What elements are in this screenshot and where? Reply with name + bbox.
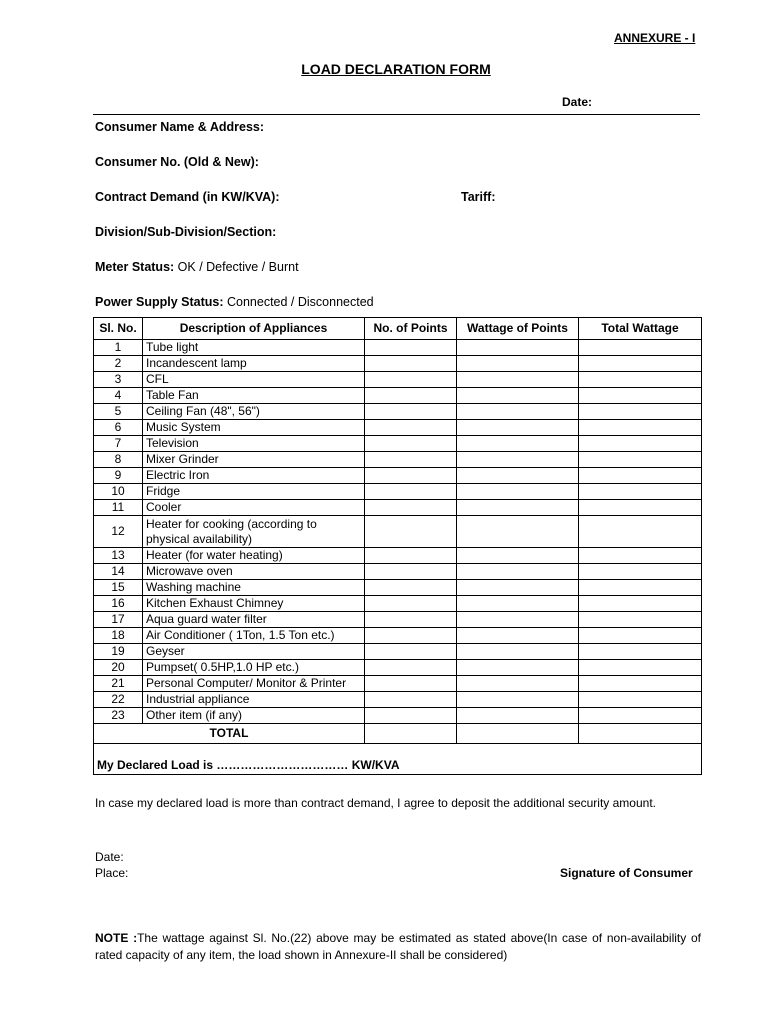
col-header-wattage-of-points: Wattage of Points — [457, 318, 579, 340]
appliance-description-cell: Heater for cooking (according to physical availability) — [143, 516, 365, 548]
no-of-points-cell[interactable] — [365, 580, 457, 596]
no-of-points-cell[interactable] — [365, 596, 457, 612]
wattage-of-points-cell[interactable] — [457, 388, 579, 404]
col-header-sl-no: Sl. No. — [94, 318, 143, 340]
appliance-table — [93, 317, 702, 775]
table-row — [94, 340, 702, 356]
wattage-of-points-cell[interactable] — [457, 612, 579, 628]
wattage-of-points-cell[interactable] — [457, 564, 579, 580]
total-wattage-cell[interactable] — [579, 404, 702, 420]
appliance-description-cell: Music System — [143, 420, 365, 436]
total-wattage-cell[interactable] — [579, 372, 702, 388]
consumer-name-label: Consumer Name & Address: — [95, 120, 265, 134]
total-wattage-cell[interactable] — [579, 612, 702, 628]
wattage-of-points-cell[interactable] — [457, 580, 579, 596]
table-row — [94, 548, 702, 564]
appliance-description-cell: Personal Computer/ Monitor & Printer — [143, 676, 365, 692]
sl-no-cell: 15 — [94, 580, 143, 596]
appliance-description-cell: Table Fan — [143, 388, 365, 404]
total-wattage-cell[interactable] — [579, 692, 702, 708]
sl-no-cell: 3 — [94, 372, 143, 388]
table-row — [94, 564, 702, 580]
no-of-points-cell[interactable] — [365, 564, 457, 580]
appliance-description-cell: Other item (if any) — [143, 708, 365, 724]
total-wattage-cell[interactable] — [579, 500, 702, 516]
total-wattage-cell[interactable] — [579, 468, 702, 484]
sl-no-cell: 14 — [94, 564, 143, 580]
sl-no-cell: 16 — [94, 596, 143, 612]
total-wattage-cell[interactable] — [579, 356, 702, 372]
wattage-of-points-cell[interactable] — [457, 644, 579, 660]
sl-no-cell: 22 — [94, 692, 143, 708]
appliance-description-cell: Washing machine — [143, 580, 365, 596]
header-divider — [93, 114, 700, 115]
sl-no-cell: 6 — [94, 420, 143, 436]
table-row — [94, 452, 702, 468]
no-of-points-cell[interactable] — [365, 404, 457, 420]
sl-no-cell: 4 — [94, 388, 143, 404]
wattage-of-points-cell[interactable] — [457, 468, 579, 484]
sl-no-cell: 11 — [94, 500, 143, 516]
no-of-points-cell[interactable] — [365, 676, 457, 692]
no-of-points-cell[interactable] — [365, 340, 457, 356]
header-date-label: Date: — [562, 95, 593, 109]
wattage-of-points-cell[interactable] — [457, 708, 579, 724]
note-label: NOTE : — [95, 931, 138, 945]
table-row — [94, 580, 702, 596]
footer-date-label: Date: — [95, 850, 124, 864]
appliance-description-cell: Air Conditioner ( 1Ton, 1.5 Ton etc.) — [143, 628, 365, 644]
power-supply-options: Connected / Disconnected — [226, 295, 374, 309]
sl-no-cell: 12 — [94, 516, 143, 548]
sl-no-cell: 9 — [94, 468, 143, 484]
table-row — [94, 484, 702, 500]
appliance-description-cell: Fridge — [143, 484, 365, 500]
table-row — [94, 708, 702, 724]
total-label: TOTAL — [94, 724, 365, 744]
no-of-points-cell[interactable] — [365, 628, 457, 644]
no-of-points-cell[interactable] — [365, 356, 457, 372]
total-wattage-cell[interactable] — [579, 628, 702, 644]
total-wattage-cell[interactable] — [579, 564, 702, 580]
sl-no-cell: 17 — [94, 612, 143, 628]
total-wattage-of-points-cell[interactable] — [457, 724, 579, 744]
appliance-description-cell: Television — [143, 436, 365, 452]
no-of-points-cell[interactable] — [365, 612, 457, 628]
division-label: Division/Sub-Division/Section: — [95, 225, 277, 239]
appliance-description-cell: Kitchen Exhaust Chimney — [143, 596, 365, 612]
no-of-points-cell[interactable] — [365, 388, 457, 404]
wattage-of-points-cell[interactable] — [457, 340, 579, 356]
appliance-description-cell: Geyser — [143, 644, 365, 660]
total-wattage-cell[interactable] — [579, 644, 702, 660]
table-row — [94, 676, 702, 692]
total-wattage-cell[interactable] — [579, 676, 702, 692]
table-row — [94, 420, 702, 436]
wattage-of-points-cell[interactable] — [457, 596, 579, 612]
table-row — [94, 500, 702, 516]
no-of-points-cell[interactable] — [365, 516, 457, 548]
note-text: The wattage against Sl. No.(22) above may be estimated as stated above(In case of non-availability of rated capacity of any item, the load shown in Annexure-II shall be considered) — [95, 931, 701, 962]
form-title: LOAD DECLARATION FORM — [301, 61, 491, 77]
meter-status-label: Meter Status: — [95, 260, 175, 274]
note — [95, 930, 701, 964]
wattage-of-points-cell[interactable] — [457, 356, 579, 372]
appliance-description-cell: Ceiling Fan (48", 56") — [143, 404, 365, 420]
total-row — [94, 724, 702, 744]
table-row — [94, 644, 702, 660]
no-of-points-cell[interactable] — [365, 644, 457, 660]
appliance-description-cell: Microwave oven — [143, 564, 365, 580]
wattage-of-points-cell[interactable] — [457, 516, 579, 548]
sl-no-cell: 13 — [94, 548, 143, 564]
sl-no-cell: 23 — [94, 708, 143, 724]
appliance-description-cell: Aqua guard water filter — [143, 612, 365, 628]
grand-total-wattage-cell[interactable] — [579, 724, 702, 744]
no-of-points-cell[interactable] — [365, 420, 457, 436]
total-wattage-cell[interactable] — [579, 436, 702, 452]
table-row — [94, 468, 702, 484]
col-header-total-wattage: Total Wattage — [579, 318, 702, 340]
wattage-of-points-cell[interactable] — [457, 500, 579, 516]
appliance-description-cell: Pumpset( 0.5HP,1.0 HP etc.) — [143, 660, 365, 676]
sl-no-cell: 2 — [94, 356, 143, 372]
tariff-label: Tariff: — [461, 190, 496, 204]
meter-status-options: OK / Defective / Burnt — [177, 260, 299, 274]
declared-load-text: My Declared Load is …………………………… KW/KVA — [94, 744, 702, 775]
no-of-points-cell[interactable] — [365, 660, 457, 676]
power-supply-label: Power Supply Status: — [95, 295, 224, 309]
total-wattage-cell[interactable] — [579, 708, 702, 724]
table-row — [94, 388, 702, 404]
wattage-of-points-cell[interactable] — [457, 548, 579, 564]
col-header-no-of-points: No. of Points — [365, 318, 457, 340]
table-row — [94, 596, 702, 612]
total-wattage-cell[interactable] — [579, 596, 702, 612]
signature-label: Signature of Consumer — [560, 866, 693, 880]
sl-no-cell: 1 — [94, 340, 143, 356]
no-of-points-cell[interactable] — [365, 708, 457, 724]
total-wattage-cell[interactable] — [579, 660, 702, 676]
appliance-description-cell: Mixer Grinder — [143, 452, 365, 468]
no-of-points-cell[interactable] — [365, 468, 457, 484]
total-wattage-cell[interactable] — [579, 484, 702, 500]
no-of-points-cell[interactable] — [365, 484, 457, 500]
table-row — [94, 516, 702, 548]
sl-no-cell: 10 — [94, 484, 143, 500]
total-wattage-cell[interactable] — [579, 420, 702, 436]
total-wattage-cell[interactable] — [579, 516, 702, 548]
wattage-of-points-cell[interactable] — [457, 420, 579, 436]
col-header-description: Description of Appliances — [143, 318, 365, 340]
wattage-of-points-cell[interactable] — [457, 484, 579, 500]
table-row — [94, 436, 702, 452]
table-row — [94, 628, 702, 644]
sl-no-cell: 7 — [94, 436, 143, 452]
sl-no-cell: 5 — [94, 404, 143, 420]
no-of-points-cell[interactable] — [365, 452, 457, 468]
total-wattage-cell[interactable] — [579, 548, 702, 564]
no-of-points-cell[interactable] — [365, 692, 457, 708]
table-row — [94, 404, 702, 420]
appliance-description-cell: Cooler — [143, 500, 365, 516]
table-row — [94, 372, 702, 388]
appliance-description-cell: Industrial appliance — [143, 692, 365, 708]
power-supply-status — [95, 295, 374, 309]
meter-status — [95, 260, 299, 274]
wattage-of-points-cell[interactable] — [457, 660, 579, 676]
wattage-of-points-cell[interactable] — [457, 372, 579, 388]
wattage-of-points-cell[interactable] — [457, 452, 579, 468]
footer-place-label: Place: — [95, 866, 129, 880]
table-row — [94, 660, 702, 676]
total-wattage-cell[interactable] — [579, 452, 702, 468]
no-of-points-cell[interactable] — [365, 500, 457, 516]
annexure-label: ANNEXURE - I — [614, 31, 696, 45]
table-row — [94, 356, 702, 372]
total-wattage-cell[interactable] — [579, 340, 702, 356]
sl-no-cell: 21 — [94, 676, 143, 692]
total-wattage-cell[interactable] — [579, 580, 702, 596]
appliance-description-cell: Tube light — [143, 340, 365, 356]
wattage-of-points-cell[interactable] — [457, 404, 579, 420]
wattage-of-points-cell[interactable] — [457, 628, 579, 644]
table-row — [94, 612, 702, 628]
wattage-of-points-cell[interactable] — [457, 676, 579, 692]
contract-demand-label: Contract Demand (in KW/KVA): — [95, 190, 280, 204]
sl-no-cell: 19 — [94, 644, 143, 660]
no-of-points-cell[interactable] — [365, 436, 457, 452]
appliance-description-cell: Incandescent lamp — [143, 356, 365, 372]
appliance-description-cell: CFL — [143, 372, 365, 388]
wattage-of-points-cell[interactable] — [457, 436, 579, 452]
no-of-points-cell[interactable] — [365, 548, 457, 564]
wattage-of-points-cell[interactable] — [457, 692, 579, 708]
appliance-description-cell: Electric Iron — [143, 468, 365, 484]
table-row — [94, 692, 702, 708]
total-points-cell[interactable] — [365, 724, 457, 744]
sl-no-cell: 20 — [94, 660, 143, 676]
declared-load-row — [94, 744, 702, 775]
sl-no-cell: 18 — [94, 628, 143, 644]
appliance-description-cell: Heater (for water heating) — [143, 548, 365, 564]
sl-no-cell: 8 — [94, 452, 143, 468]
total-wattage-cell[interactable] — [579, 388, 702, 404]
agreement-text: In case my declared load is more than contract demand, I agree to deposit the additional security amount. — [95, 796, 656, 810]
consumer-no-label: Consumer No. (Old & New): — [95, 155, 259, 169]
no-of-points-cell[interactable] — [365, 372, 457, 388]
